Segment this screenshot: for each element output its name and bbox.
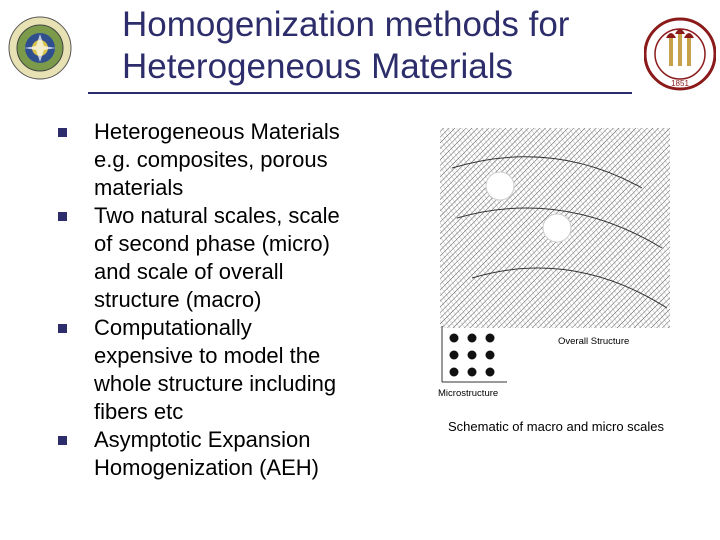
square-bullet-icon (58, 212, 67, 221)
title-line-1: Homogenization methods for (122, 5, 570, 44)
bullet-line: Homogenization (AEH) (94, 455, 319, 480)
inclusion-circle (486, 172, 514, 200)
bullet-line: Heterogeneous Materials (94, 119, 340, 144)
bullet-list (58, 118, 388, 482)
bullet-line: Two natural scales, scale (94, 203, 340, 228)
bullet-item (58, 314, 388, 426)
university-seal-icon (8, 16, 72, 80)
square-bullet-icon (58, 324, 67, 333)
inclusion-circle (543, 214, 571, 242)
title-line-2: Heterogeneous Materials (122, 47, 514, 86)
square-bullet-icon (58, 436, 67, 445)
figure-caption: Schematic of macro and micro scales (448, 419, 665, 434)
slide-title (122, 4, 622, 88)
macro-micro-schematic (432, 128, 677, 400)
bullet-line: Asymptotic Expansion (94, 427, 311, 452)
title-divider (88, 92, 632, 94)
bullet-item (58, 202, 388, 314)
bullet-item (58, 426, 388, 482)
bullet-line: and scale of overall (94, 259, 284, 284)
microstructure-label: Microstructure (438, 388, 499, 399)
fsu-seal-icon (644, 16, 716, 92)
overall-structure-label: Overall Structure (558, 336, 630, 347)
bullet-line: of second phase (micro) (94, 231, 330, 256)
bullet-line: whole structure including (94, 371, 337, 396)
microstructure-grid (450, 334, 495, 377)
bullet-line: materials (94, 175, 184, 200)
square-bullet-icon (58, 128, 67, 137)
bullet-line: Computationally (94, 315, 252, 340)
bullet-line: structure (macro) (94, 287, 262, 312)
seal-year: 1851 (671, 79, 689, 88)
bullet-item (58, 118, 388, 202)
bullet-line: e.g. composites, porous (94, 147, 328, 172)
bullet-line: expensive to model the (94, 343, 321, 368)
bullet-line: fibers etc (94, 399, 184, 424)
